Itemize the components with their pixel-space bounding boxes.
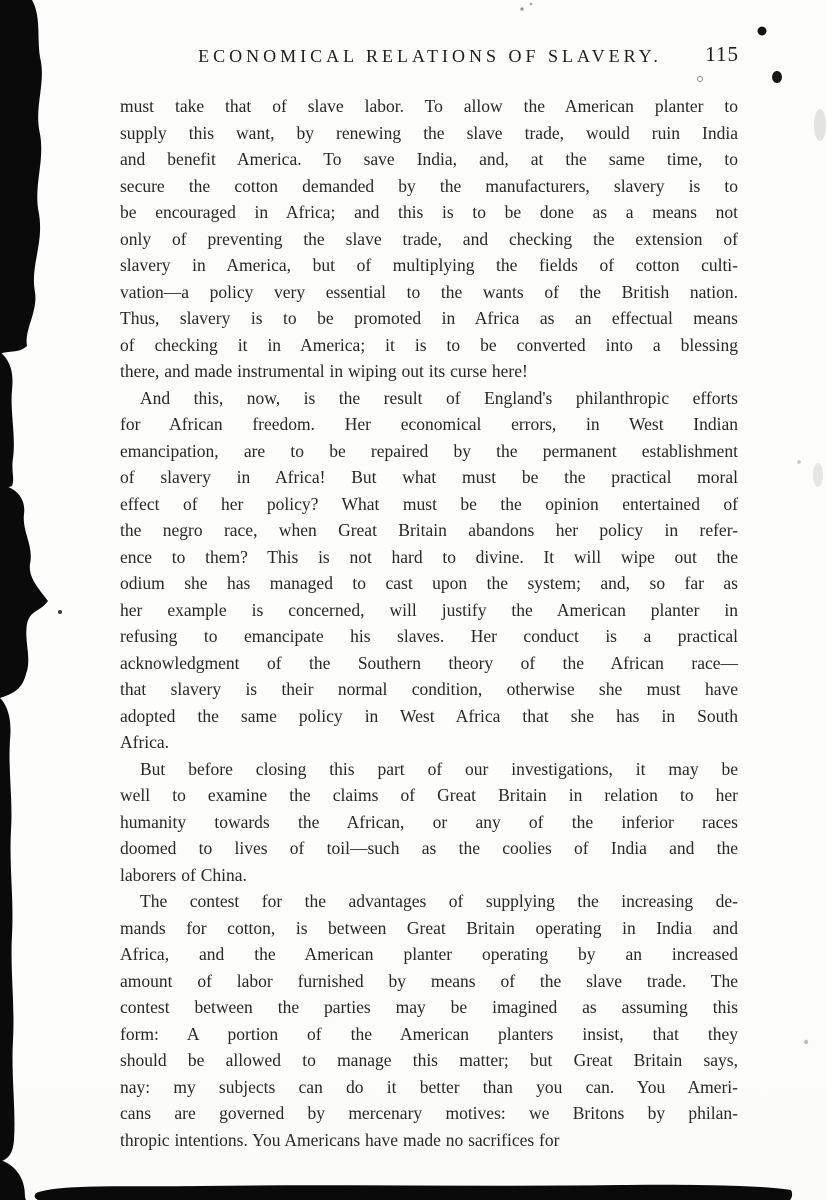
scan-smudge — [814, 109, 826, 141]
text-line: effect of her policy? What must be the opinion entertained of — [120, 493, 738, 514]
text-line: secure the cotton demanded by the manufacturers, slavery is to — [120, 175, 738, 196]
page-number: 115 — [705, 42, 739, 66]
text-line: there, and made instrumental in wiping out its curse here! — [120, 361, 528, 381]
text-line: and benefit America. To save India, and, at the same time, to — [120, 149, 738, 169]
running-title: ECONOMICAL RELATIONS OF SLAVERY. — [198, 46, 662, 66]
paragraph — [120, 385, 738, 756]
text-line: should be allowed to manage this matter; but Great Britain says, — [120, 1050, 738, 1070]
ink-blot-bottom-left — [0, 1160, 26, 1200]
ink-blot-middle-left — [0, 484, 48, 698]
text-line: amount of labor furnished by means of the slave trade. The — [120, 970, 738, 991]
scan-smudge — [813, 463, 823, 487]
text-line: doomed to lives of toil—such as the coolies of India and the — [120, 838, 738, 858]
text-line: of checking it in America; it is to be converted into a blessing — [120, 334, 738, 355]
text-line: refusing to emancipate his slaves. Her conduct is a practical — [120, 626, 738, 646]
text-line: Africa, and the American planter operating by an increased — [120, 944, 738, 964]
text-line: But before closing this part of our investigations, it may be — [140, 758, 738, 779]
text-line: supply this want, by renewing the slave trade, would ruin India — [120, 122, 738, 143]
text-line: mands for cotton, is between Great Britain operating in India and — [120, 917, 738, 938]
text-line: laborers of China. — [120, 864, 247, 885]
text-line: The contest for the advantages of supplying the increasing de- — [140, 891, 738, 911]
ink-bar-bottom — [35, 1185, 792, 1200]
text-line: only of preventing the slave trade, and checking the extension of — [120, 228, 738, 249]
text-line: her example is concerned, will justify the American planter in — [120, 599, 738, 620]
text-line: must take that of slave labor. To allow the American planter to — [120, 96, 738, 116]
text-line: acknowledgment of the Southern theory of the African race— — [120, 652, 738, 673]
paragraph — [120, 756, 738, 889]
text-line: vation—a policy very essential to the wants of the British nation. — [120, 281, 738, 302]
ink-speck — [758, 27, 767, 36]
text-line: Africa. — [120, 732, 170, 752]
text-line: form: A portion of the American planters insist, that they — [120, 1023, 738, 1044]
text-line: ence to them? This is not hard to divine. It will wipe out the — [120, 546, 738, 567]
text-line: contest between the parties may be imagined as assuming this — [120, 997, 738, 1017]
text-line: thropic intentions. You Americans have made no sacrifices for — [120, 1129, 560, 1150]
text-line: be encouraged in Africa; and this is to be done as a means not — [120, 202, 738, 222]
paragraph — [120, 888, 738, 1153]
ink-speck — [698, 77, 703, 82]
text-line: the negro race, when Great Britain abandons her policy in refer- — [120, 520, 738, 540]
body-text — [120, 93, 738, 1153]
ink-speck — [804, 1040, 808, 1044]
text-line: adopted the same policy in West Africa that she has in South — [120, 705, 738, 726]
text-line: well to examine the claims of Great Britain in relation to her — [120, 785, 738, 805]
text-line: nay: my subjects can do it better than you can. You Ameri- — [120, 1076, 738, 1097]
text-line: odium she has managed to cast upon the system; and, so far as — [120, 573, 738, 593]
text-line: slavery in America, but of multiplying the fields of cotton culti- — [120, 255, 738, 275]
ink-speck — [772, 71, 782, 83]
page-header — [121, 42, 739, 76]
text-line: And this, now, is the result of England's philanthropic efforts — [140, 387, 738, 408]
ink-speck — [797, 460, 801, 464]
text-line: of slavery in Africa! But what must be the practical moral — [120, 467, 738, 487]
text-line: Thus, slavery is to be promoted in Africa as an effectual means — [120, 308, 738, 328]
paragraph — [120, 93, 738, 385]
text-line: humanity towards the African, or any of the inferior races — [120, 811, 738, 832]
ink-speck — [530, 3, 533, 6]
ink-streak-left-lower — [0, 698, 14, 1162]
text-line: emancipation, are to be repaired by the permanent establishment — [120, 440, 738, 461]
ink-speck — [520, 7, 523, 10]
ink-streak-left-upper — [0, 352, 14, 490]
ink-blot-top-left — [0, 0, 42, 354]
ink-speck — [58, 610, 62, 614]
text-line: for African freedom. Her economical errors, in West Indian — [120, 414, 738, 434]
text-line: cans are governed by mercenary motives: we Britons by philan- — [120, 1103, 738, 1123]
text-line: that slavery is their normal condition, otherwise she must have — [120, 679, 738, 699]
